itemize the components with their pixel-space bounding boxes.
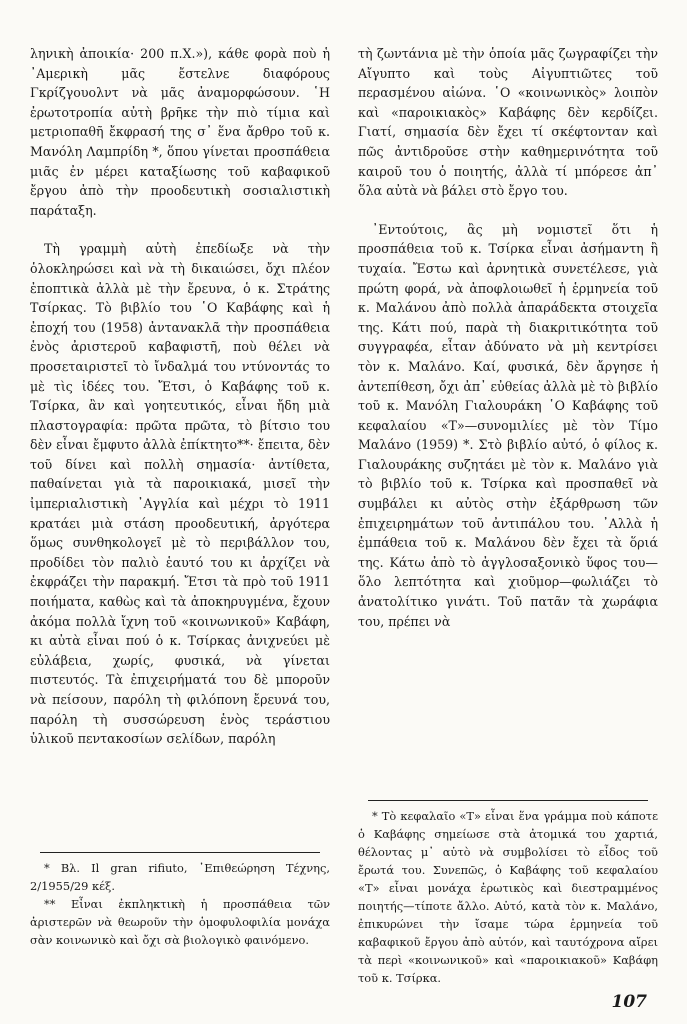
page-number: 107 <box>611 992 647 1012</box>
footnote-1: * Βλ. Il gran rifiuto, ᾿Επιθεώρηση Τέχνης, 2/1955/29 κέξ. <box>30 861 330 893</box>
right-paragraph-2: ᾿Εντούτοις, ἂς μὴ νομιστεῖ ὅτι ἡ προσπάθεια τοῦ κ. Τσίρκα εἶναι ἀσήμαντη ἢ τυχαία. Ἔστω καὶ ἀρνητικὰ συνετέλεσε, γιὰ πρώτη φορά, νὰ ἀποφλοιωθεῖ ἡ ἑρμηνεία τοῦ κ. Μαλάνου ἀπὸ πολλὰ ἀπαράδεκτα στοιχεῖα της. Κάτι πού, παρὰ τὴ διακριτικότητα τοῦ συγγραφέα, εἶταν ἀδύνατο νὰ μὴ κεντρίσει τὸν κ. Μαλάνο. Καί, φυσικά, δὲν ἄργησε ἡ ἀντεπίθεση, ὄχι ἀπ᾿ εὐθείας ἀλλὰ μὲ τὸ βιβλίο τοῦ κ. Μανόλη Γιαλουράκη ῾Ο Καβάφης τοῦ κεφαλαίου «Τ»—συνομιλίες μὲ τὸν Τίμο Μαλάνο (1959) *. Στὸ βιβλίο αὐτό, ὁ φίλος κ. Γιαλουράκης συζητάει μὲ τὸν κ. Μαλάνο γιὰ τὸ βιβλίο τοῦ κ. Τσίρκα καὶ προσπαθεῖ νὰ συμβάλει κι αὐτὸς στὴν ἐξάρθρωση τῶν ἐπιχειρημάτων τοῦ ἀντιπάλου του. ᾿Αλλὰ ἡ ἐμπάθεια τοῦ κ. Μαλάνου δὲν ἔχει τὰ ὅριά της. Κάτω ἀπὸ τὸ ἀγγλοσαξονικὸ ὕφος του—ὅλο λεπτότητα καὶ χιοῦμορ—φωλιάζει τὸ ἀνατολίτικο γινάτι. Τοῦ πατᾶν τὰ χωράφια του, πρέπει νὰ <box>358 221 658 629</box>
footnote-rule <box>40 852 320 853</box>
left-paragraph-2: Τὴ γραμμὴ αὐτὴ ἐπεδίωξε νὰ τὴν ὁλοκληρώσει καὶ νὰ τὴ δικαιώσει, ὄχι πλέον ἐποπτικὰ ἀλλὰ μὲ τὴν ἔρευνα, ὁ κ. Στράτης Τσίρκας. Τὸ βιβλίο του ῾Ο Καβάφης καὶ ἡ ἐποχή του (1958) ἀντανακλᾶ τὴν προσπάθεια ἑνὸς ἀριστεροῦ καβαφιστῆ, ποὺ θέλει νὰ προσεταιριστεῖ τὸ ἴνδαλμά του ντύνοντάς το μὲ τὶς ἰδέες του. Ἔτσι, ὁ Καβάφης τοῦ κ. Τσίρκα, ἂν καὶ γοητευτικός, εἶναι ἤδη μιὰ πλαστογραφία: πρῶτα πρῶτα, τὸ βίτσιο του δὲν εἶναι ἔμφυτο ἀλλὰ ἐπίκτητο**· ἔπειτα, δὲν τοῦ δίνει καὶ πολλὴ σημασία· ἀντίθετα, παθαίνεται γιὰ τὰ παροικιακά, μισεῖ τὴν ἰμπεριαλιστικὴ ᾿Αγγλία καὶ μέχρι τὸ 1911 κρατάει μιὰ στάση προοδευτική, ἀργότερα ὅμως συνθηκολογεῖ μὲ τὸ περιβάλλον του, προδίδει τὸν παλιὸ ἑαυτό του κι ἀρχίζει νὰ ἐκφράζει τὴν παρακμή. Ἔτσι τὰ πρὸ τοῦ 1911 ποιήματα, καθὼς καὶ τὰ ἀποκηρυγμένα, ἔχουν ἀκόμα πολλὰ ἴχνη τοῦ «κοινωνικοῦ» Καβάφη, κι αὐτὰ εἶναι πού ὁ κ. Τσίρκας ἀνιχνεύει μὲ εὐλάβεια, χωρίς, φυσικά, νὰ γίνεται πιστευτός. Τὰ ἐπιχειρήματά του δὲ μποροῦν νὰ πείσουν, παρόλη τὴ φιλόπονη ἔρευνά του, παρόλη τὴ συσσώρευση ἑνὸς τεράστιου ὑλικοῦ πεντακοσίων σελίδων, παρόλη <box>30 241 330 747</box>
left-footnotes <box>30 852 330 949</box>
right-paragraph-1: τὴ ζωντάνια μὲ τὴν ὁποία μᾶς ζωγραφίζει τὴν Αἴγυπτο καὶ τοὺς Αἰγυπτιῶτες τοῦ περασμένου αἰώνα. ῾Ο «κοινωνικὸς» λοιπὸν καὶ «παροικιακὸς» Καβάφης δὲν κερδίζει. Γιατί, σημασία δὲν ἔχει τί σκέφτονταν καὶ πῶς ἀντιδροῦσε στὴν καθημερινότητα τοῦ καιροῦ του ὁ ποιητής, ἀλλὰ τί μπόρεσε ἀπ᾿ ὅλα αὐτὰ νὰ βάλει στὸ ἔργο του. <box>358 46 658 199</box>
left-paragraph-1: ληνικὴ ἀποικία· 200 π.Χ.»), κάθε φορὰ ποὺ ἡ ᾿Αμερικὴ μᾶς ἔστελνε διαφόρους Γκρίζγουολντ νὰ μᾶς ἀναμορφώσουν. ῾Η ἐρωτοτροπία αὐτὴ βρῆκε τὴν πιὸ τίμια καὶ μετριοπαθῆ ἔκφρασή της σ᾿ ἕνα ἄρθρο τοῦ κ. Μανόλη Λαμπρίδη *, ὅπου γίνεται προσπάθεια μιᾶς ἐν μέρει καταξίωσης τοῦ καβαφικοῦ ἔργου ἀπὸ τὴν προοδευτικὴ σοσιαλιστικὴ παράταξη. <box>30 46 330 218</box>
paragraph-gap <box>30 220 330 239</box>
footnote-rule <box>368 800 648 801</box>
left-column <box>30 44 330 749</box>
paragraph-gap <box>358 201 658 220</box>
footnote-3: * Τὸ κεφαλαῖο «Τ» εἶναι ἕνα γράμμα ποὺ κάποτε ὁ Καβάφης σημείωσε στὰ ἀτομικά του χαρτιά, θέλοντας μ᾿ αὐτὸ νὰ συμβολίσει τὸ εἶδος τοῦ ἔρωτά του. Συνεπῶς, ὁ Καβάφης τοῦ κεφαλαίου «Τ» εἶναι μονάχα ἐρωτικὸς καὶ διεστραμμένος ποιητής—τίποτε ἄλλο. Αὐτό, κατὰ τὸν κ. Μαλάνο, ἐπικυρώνει τὴν ἴσαμε τώρα ἑρμηνεία τοῦ καβαφικοῦ ἔργου ἀπὸ αὐτόν, καὶ ταυτόχρονα αἴρει τὰ περὶ «κοινωνικοῦ» καὶ «παροικιακοῦ» Καβάφη τοῦ κ. Τσίρκα. <box>358 809 658 985</box>
right-column <box>358 44 658 631</box>
footnote-2: ** Εἶναι ἐκπληκτικὴ ἡ προσπάθεια τῶν ἀριστερῶν νὰ θεωροῦν τὴν ὁμοφυλοφιλία μονάχα σὰν κοινωνικὸ καὶ ὄχι σὰ βιολογικὸ φαινόμενο. <box>30 897 330 947</box>
right-footnotes <box>358 800 658 987</box>
